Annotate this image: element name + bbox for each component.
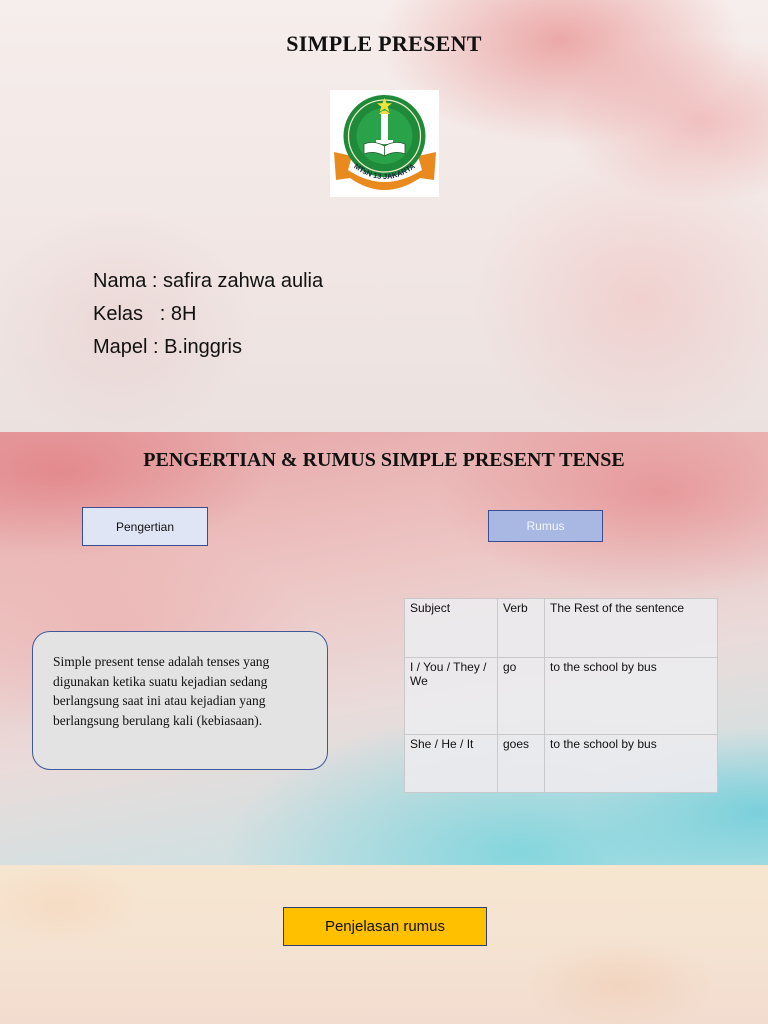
table-cell: go: [498, 658, 545, 735]
info-mapel: [93, 336, 242, 359]
info-value: safira zahwa aulia: [163, 270, 324, 292]
section-title: PENGERTIAN & RUMUS SIMPLE PRESENT TENSE: [143, 449, 625, 471]
table-cell: goes: [498, 735, 545, 793]
definition-text: Simple present tense adalah tenses yang digunakan ketika suatu kejadian sedang berlangsung saat ini atau kejadian yang berlangsung berulang kali (kebiasaan).: [53, 654, 270, 728]
table-cell: She / He / It: [405, 735, 498, 793]
table-header: Verb: [498, 599, 545, 658]
info-value: 8H: [170, 303, 197, 325]
logo-ribbon-text: [330, 90, 439, 197]
table-row: [405, 735, 718, 793]
info-kelas: [93, 303, 196, 326]
school-logo: [330, 90, 439, 197]
info-nama: [93, 270, 323, 293]
info-label: Mapel :: [93, 336, 159, 358]
formula-table: [404, 598, 718, 793]
table-header: The Rest of the sentence: [545, 599, 718, 658]
slide-explanation: [0, 865, 768, 1024]
penjelasan-rumus-button[interactable]: Penjelasan rumus: [283, 907, 487, 946]
definition-box: [32, 631, 328, 770]
logo-text: MTsN 13 JAKARTA: [352, 161, 417, 182]
page-title: SIMPLE PRESENT: [286, 31, 482, 56]
table-cell: to the school by bus: [545, 658, 718, 735]
slide-cover: [0, 0, 768, 432]
table-header-row: [405, 599, 718, 658]
info-value: B.inggris: [164, 336, 242, 358]
table-row: [405, 658, 718, 735]
info-label: Nama :: [93, 270, 158, 292]
table-header: Subject: [405, 599, 498, 658]
rumus-button[interactable]: Rumus: [488, 510, 603, 542]
table-cell: I / You / They / We: [405, 658, 498, 735]
info-label: Kelas :: [93, 303, 166, 325]
svg-text:MTsN 13 JAKARTA: [352, 161, 417, 181]
slide-definition: [0, 432, 768, 865]
pengertian-button[interactable]: Pengertian: [82, 507, 208, 546]
table-cell: to the school by bus: [545, 735, 718, 793]
